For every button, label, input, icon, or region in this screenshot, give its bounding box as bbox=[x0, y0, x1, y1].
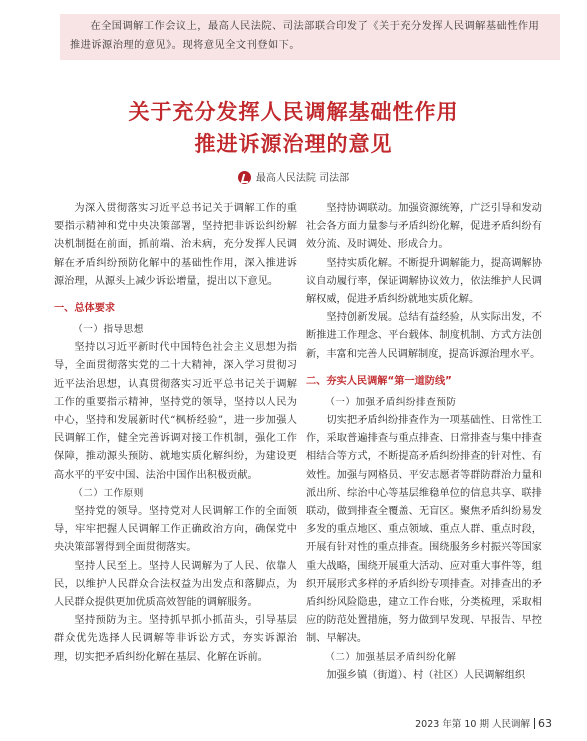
subsection-heading: （二）加强基层矛盾纠纷化解 bbox=[325, 651, 457, 663]
body-paragraph: 坚持以习近平新时代中国特色社会主义思想为指导，全面贯彻落实党的二十大精神，深入学习贯彻习近平法治思想，认真贯彻落实习近平总书记关于调解工作的重要指示精神，坚持党的领导，坚持以人民为中心，坚持和发展新时代“枫桥经验”，进一步加强人民调解工作，健全完善诉调对接工作机制，强化工作保障，推动源头预防、就地实质化解纠纷，为建设更高水平的平安中国、法治中国作出积极贡献。 bbox=[54, 342, 297, 481]
author-text: 最高人民法院 司法部 bbox=[255, 173, 350, 184]
body-paragraph: 坚持人民至上。坚持人民调解为了人民、依靠人民，以维护人民群众合法权益为出发点和落脚点，为人民群众提供更加优质高效智能的调解服务。 bbox=[54, 560, 297, 609]
left-column bbox=[54, 200, 297, 667]
author-mark-icon bbox=[238, 171, 251, 184]
section-heading: 二、夯实人民调解“第一道防线” bbox=[306, 375, 452, 387]
body-paragraph: 坚持预防为主。坚持抓早抓小抓苗头，引导基层群众优先选择人民调解等非诉讼方式，夯实诉源治理，切实把矛盾纠纷化解在基层、化解在诉前。 bbox=[54, 615, 297, 663]
article-title-line-2: 推进诉源治理的意见 bbox=[194, 132, 393, 156]
issue-label: 2023 年第 10 期 人民调解 bbox=[415, 719, 530, 730]
page-footer bbox=[372, 716, 552, 730]
body-paragraph: 坚持党的领导。坚持党对人民调解工作的全面领导，牢牢把握人民调解工作正确政治方向，确保党中央决策部署得到全面贯彻落实。 bbox=[54, 506, 297, 554]
body-paragraph: 坚持协调联动。加强资源统筹，广泛引导和发动社会各方面力量参与矛盾纠纷化解，促进矛盾纠纷有效分流、及时调处、形成合力。 bbox=[306, 203, 542, 251]
footer-separator bbox=[534, 718, 535, 729]
body-paragraph: 为深入贯彻落实习近平总书记关于调解工作的重要指示精神和党中央决策部署，坚持把非诉讼纠纷解决机制挺在前面，抓前端、治未病，充分发挥人民调解在矛盾纠纷预防化解中的基础性作用，深入推进诉源治理，从源头上减少诉讼增量，提出以下意见。 bbox=[54, 203, 297, 287]
intro-box bbox=[60, 14, 560, 60]
body-paragraph: 坚持创新发展。总结有益经验，从实际出发，不断推进工作理念、平台载体、制度机制、方式方法创新，丰富和完善人民调解制度，提高诉源治理水平。 bbox=[306, 312, 542, 360]
subsection-heading: （一）指导思想 bbox=[73, 324, 144, 336]
body-paragraph: 加强乡镇（街道）、村（社区）人民调解组织 bbox=[326, 669, 526, 681]
body-paragraph: 坚持实质化解。不断提升调解能力，提高调解协议自动履行率，保证调解协议效力，依法维护人民调解权威，促进矛盾纠纷就地实质化解。 bbox=[306, 257, 542, 306]
author-line bbox=[0, 169, 587, 184]
section-heading: 一、总体要求 bbox=[54, 303, 116, 315]
subsection-heading: （二）工作原则 bbox=[73, 487, 144, 499]
body-paragraph: 切实把矛盾纠纷排查作为一项基础性、日常性工作，采取普遍排查与重点排查、日常排查与集中排查相结合等方式，不断提高矛盾纠纷排查的针对性、有效性。加强与网格员、平安志愿者等群防群治力量和派出所、综治中心等基层维稳单位的信息共享、联排联动，做到排查全覆盖、无盲区。聚焦矛盾纠纷易发多发的重点地区、重点领域、重点人群、重点时段，开展有针对性的重点排查。围绕服务乡村振兴等国家重大战略，围绕开展重大活动、应对重大事件等，组织开展形式多样的矛盾纠纷专项排查。对排查出的矛盾纠纷风险隐患，建立工作台账，分类梳理，采取相应的防范处置措施，努力做到早发现、早报告、早控制、早解决。 bbox=[306, 415, 542, 645]
article-title-line-1: 关于充分发挥人民调解基础性作用 bbox=[128, 100, 459, 124]
right-column bbox=[306, 200, 542, 685]
subsection-heading: （一）加强矛盾纠纷排查预防 bbox=[325, 396, 457, 408]
intro-text: 在全国调解工作会议上，最高人民法院、司法部联合印发了《关于充分发挥人民调解基础性作用 推进诉源治理的意见》。现将意见全文刊登如下。 bbox=[70, 21, 540, 51]
page-number: 63 bbox=[538, 717, 552, 730]
